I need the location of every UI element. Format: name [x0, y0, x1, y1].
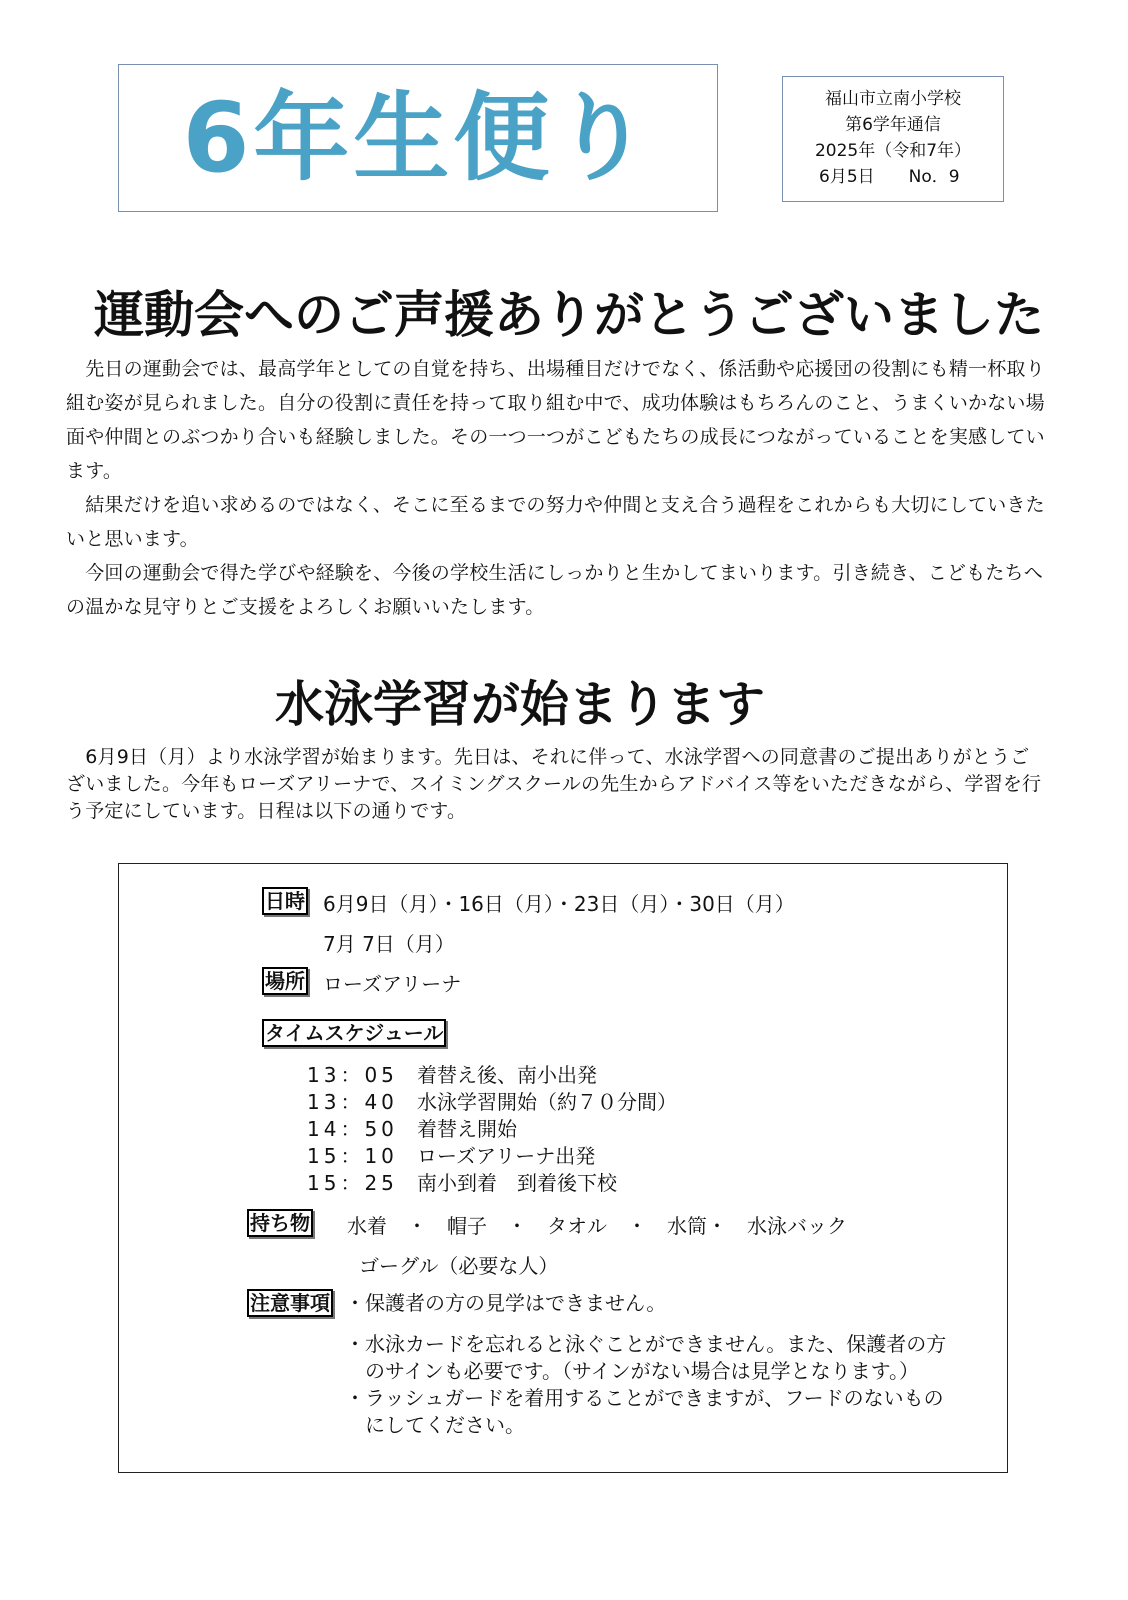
section-heading-sports-day: 運動会へのご声援ありがとうございました: [94, 286, 1044, 344]
paragraph-line: う予定にしています。日程は以下の通りです。: [66, 800, 467, 822]
paragraph-line: 先日の運動会では、最高学年としての自覚を持ち、出場種目だけでなく、係活動や応援団の役割にも精一杯取り: [66, 358, 1045, 380]
timetable-time: 15：25: [307, 1171, 398, 1195]
issue-date: 6月5日: [819, 167, 875, 187]
place-value: ローズアリーナ: [323, 972, 462, 996]
timetable-label: タイムスケジュール: [262, 1019, 446, 1047]
paragraph-line: の温かな見守りとご支援をよろしくお願いいたします。: [66, 596, 545, 618]
paragraph-line: いと思います。: [66, 528, 199, 550]
paragraph-line: 面や仲間とのぶつかり合いも経験しました。その一つ一つがこどもたちの成長につながっていることを実感してい: [66, 426, 1045, 448]
date-label: 日時: [262, 887, 308, 915]
timetable-row: [307, 1143, 677, 1170]
newsletter-title: 6年生便り: [182, 82, 654, 194]
paragraph-line: ます。: [66, 460, 123, 482]
school-name: 福山市立南小学校: [825, 89, 961, 109]
newsletter-title-box: [118, 64, 718, 212]
timetable-row: [307, 1062, 677, 1089]
timetable-row: [307, 1170, 677, 1197]
issue-info-box: [782, 76, 1004, 202]
notes-list: [345, 1290, 946, 1439]
items-line-2: ゴーグル（必要な人）: [359, 1254, 559, 1278]
note-item: のサインも必要です。（サインがない場合は見学となります。）: [345, 1359, 919, 1383]
dates-line-1: 6月9日（月）・16日（月）・23日（月）・30日（月）: [323, 892, 795, 916]
timetable-event: 着替え開始: [417, 1117, 517, 1141]
paragraph-line: 結果だけを追い求めるのではなく、そこに至るまでの努力や仲間と支え合う過程をこれからも大切にしていきた: [66, 494, 1045, 516]
issue-date-number: [783, 164, 1003, 190]
swimming-paragraph: [66, 744, 1066, 825]
timetable-event: 南小到着 到着後下校: [417, 1171, 617, 1195]
paragraph-line: 組む姿が見られました。自分の役割に責任を持って取り組む中で、成功体験はもちろんのこと、うまくいかない場: [66, 392, 1045, 414]
paragraph-line: ざいました。今年もローズアリーナで、スイミングスクールの先生からアドバイス等をいただきながら、学習を行: [66, 773, 1042, 795]
section-heading-swimming: 水泳学習が始まります: [274, 676, 765, 733]
issue-year: 2025年（令和7年）: [814, 141, 972, 161]
timetable-event: 着替え後、南小出発: [417, 1063, 597, 1087]
timetable-time: 13：05: [307, 1063, 398, 1087]
dates-line-2: 7月 7日（月）: [323, 932, 455, 956]
timetable-time: 14：50: [307, 1117, 398, 1141]
timetable-row: [307, 1089, 677, 1116]
timetable-event: ローズアリーナ出発: [417, 1144, 596, 1168]
sports-day-paragraph: [66, 352, 1066, 624]
note-item: ・水泳カードを忘れると泳ぐことができません。また、保護者の方: [345, 1332, 947, 1356]
items-line-1: 水着 ・ 帽子 ・ タオル ・ 水筒・ 水泳バック: [347, 1214, 847, 1238]
note-item: にしてください。: [345, 1413, 525, 1437]
issue-number: No．9: [908, 167, 960, 187]
swimming-schedule-box: [118, 863, 1008, 1473]
timetable-time: 15：10: [307, 1144, 398, 1168]
paragraph-line: 今回の運動会で得た学びや経験を、今後の学校生活にしっかりと生かしてまいります。引き続き、こどもたちへ: [66, 562, 1043, 584]
timetable-time: 13：40: [307, 1090, 398, 1114]
note-item: ・保護者の方の見学はできません。: [345, 1291, 667, 1315]
timetable-event: 水泳学習開始（約７０分間）: [417, 1090, 677, 1114]
paragraph-line: 6月9日（月）より水泳学習が始まります。先日は、それに伴って、水泳学習への同意書のご提出ありがとうご: [66, 746, 1030, 768]
notes-label: 注意事項: [247, 1289, 333, 1317]
timetable: [307, 1062, 677, 1197]
items-label: 持ち物: [247, 1209, 313, 1237]
note-item: ・ラッシュガードを着用することができますが、フードのないもの: [345, 1386, 944, 1410]
place-label: 場所: [262, 967, 308, 995]
timetable-row: [307, 1116, 677, 1143]
issue-name: 第6学年通信: [845, 115, 941, 135]
